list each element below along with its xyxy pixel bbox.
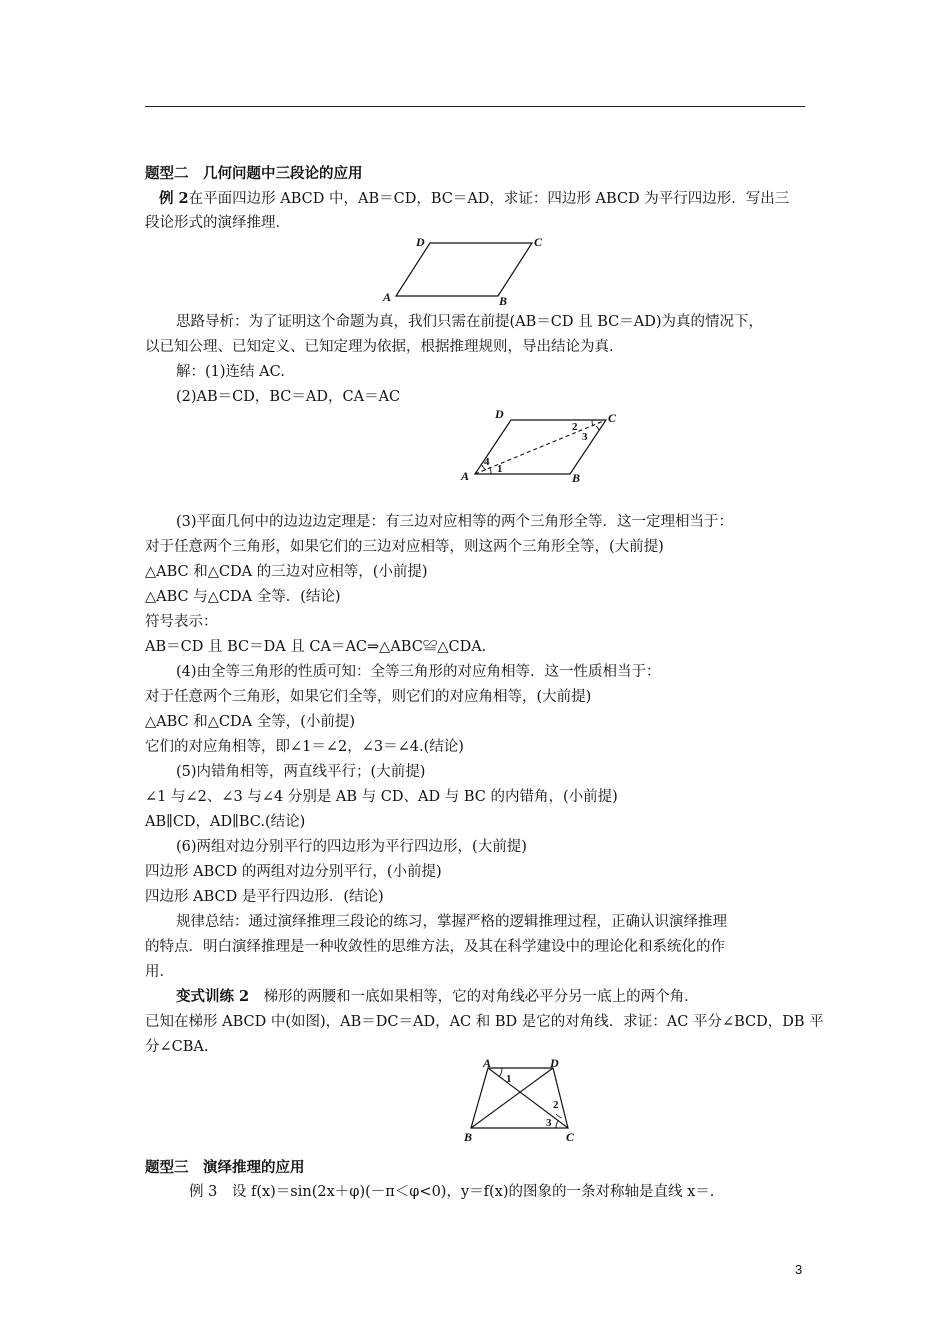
variant-line-2: 已知在梯形 ABCD 中(如图)，AB＝DC＝AD，AC 和 BD 是它的对角线．求证：AC 平分∠BCD，DB 平 xyxy=(145,1014,824,1030)
solution-step-1: 解：(1)连结 AC. xyxy=(176,364,285,380)
example-2-line-1 xyxy=(145,189,789,209)
variant-text: 梯形的两腰和一底如果相等，它的对角线必平分另一底上的两个角． xyxy=(249,989,699,1005)
analysis-line-2: 以已知公理、已知定义、已知定理为依据，根据推理规则，导出结论为真． xyxy=(145,339,624,355)
vertex-label-a: A xyxy=(483,1058,492,1070)
solution-step-4c: △ABC 和△CDA 全等，(小前提) xyxy=(145,714,356,730)
angle-label-3: 3 xyxy=(546,1117,552,1129)
header-rule xyxy=(145,106,805,107)
summary-line-2: 的特点．明白演绎推理是一种收敛性的思维方法，及其在科学建设中的理论化和系统化的作 xyxy=(145,939,725,955)
solution-step-6b: 四边形 ABCD 的两组对边分别平行，(小前提) xyxy=(145,864,442,880)
trapezoid-figure xyxy=(458,1058,588,1148)
vertex-label-c: C xyxy=(608,411,617,425)
solution-step-3c: △ABC 和△CDA 的三边对应相等，(小前提) xyxy=(145,564,428,580)
solution-step-4d: 它们的对应角相等，即∠1＝∠2，∠3＝∠4.(结论) xyxy=(145,739,464,755)
solution-step-4b: 对于任意两个三角形，如果它们全等，则它们的对应角相等，(大前提) xyxy=(145,689,592,705)
example-3-line xyxy=(145,1182,714,1202)
example-3-text: 设 f(x)＝sin(2x＋φ)(－π＜φ<0)，y＝f(x)的图象的一条对称轴是直线 x＝. xyxy=(217,1184,715,1200)
example-2-label: 例 2 xyxy=(159,190,189,207)
angle-label-2: 2 xyxy=(553,1099,559,1111)
example-2-text: 在平面四边形 ABCD 中，AB＝CD，BC＝AD，求证：四边形 ABCD 为平行四边形．写出三 xyxy=(188,191,790,207)
vertex-label-c: C xyxy=(566,1130,575,1144)
vertex-label-d: D xyxy=(495,408,504,421)
vertex-label-d: D xyxy=(550,1058,559,1070)
vertex-label-a: A xyxy=(383,290,392,304)
vertex-label-a: A xyxy=(461,469,470,483)
angle-label-2: 2 xyxy=(572,421,578,433)
parallelogram-figure xyxy=(380,233,550,308)
symbol-label: 符号表示： xyxy=(145,614,218,630)
variant-line-1 xyxy=(176,987,699,1007)
vertex-label-b: B xyxy=(464,1130,473,1144)
symbol-expression: AB＝CD 且 BC＝DA 且 CA＝AC⇒△ABC≌△CDA. xyxy=(145,639,487,655)
solution-step-6a: (6)两组对边分别平行的四边形为平行四边形，(大前提) xyxy=(176,839,527,855)
page-number: 3 xyxy=(795,1262,803,1277)
vertex-label-b: B xyxy=(499,294,508,308)
analysis-line-1: 思路导析：为了证明这个命题为真，我们只需在前提(AB＝CD 且 BC＝AD)为真的情况下， xyxy=(176,314,763,330)
vertex-label-c: C xyxy=(534,235,543,249)
solution-step-3b: 对于任意两个三角形，如果它们的三边对应相等，则这两个三角形全等，(大前提) xyxy=(145,539,664,555)
summary-line-1: 规律总结：通过演绎推理三段论的练习，掌握严格的逻辑推理过程，正确认识演绎推理 xyxy=(176,914,727,930)
solution-step-5a: (5)内错角相等，两直线平行；(大前提) xyxy=(176,764,426,780)
variant-line-3: 分∠CBA. xyxy=(145,1039,209,1055)
vertex-label-b: B xyxy=(572,471,581,485)
angle-label-1: 1 xyxy=(506,1073,512,1085)
solution-step-5b: ∠1 与∠2、∠3 与∠4 分别是 AB 与 CD、AD 与 BC 的内错角，(小前提) xyxy=(145,789,618,805)
parallelogram-diagonal-figure xyxy=(455,408,630,488)
section-heading-3: 题型三 演绎推理的应用 xyxy=(145,1159,305,1176)
summary-line-3: 用． xyxy=(145,964,174,980)
example-3-label: 例 3 xyxy=(189,1184,218,1200)
vertex-label-d: D xyxy=(416,235,425,249)
angle-label-4: 4 xyxy=(484,456,490,468)
variant-label: 变式训练 2 xyxy=(176,988,250,1005)
example-2-line-2: 段论形式的演绎推理． xyxy=(145,215,290,231)
angle-label-3: 3 xyxy=(582,431,588,443)
solution-step-3d: △ABC 与△CDA 全等．(结论) xyxy=(145,589,341,605)
solution-step-5c: AB∥CD，AD∥BC.(结论) xyxy=(145,814,306,830)
angle-label-1: 1 xyxy=(497,463,503,475)
solution-step-4a: (4)由全等三角形的性质可知：全等三角形的对应角相等．这一性质相当于： xyxy=(176,664,661,680)
solution-step-6c: 四边形 ABCD 是平行四边形．(结论) xyxy=(145,889,384,905)
solution-step-2: (2)AB＝CD，BC＝AD，CA＝AC xyxy=(176,389,401,405)
section-heading-2: 题型二 几何问题中三段论的应用 xyxy=(145,165,363,182)
solution-step-3a: (3)平面几何中的边边边定理是：有三边对应相等的两个三角形全等．这一定理相当于： xyxy=(176,514,734,530)
